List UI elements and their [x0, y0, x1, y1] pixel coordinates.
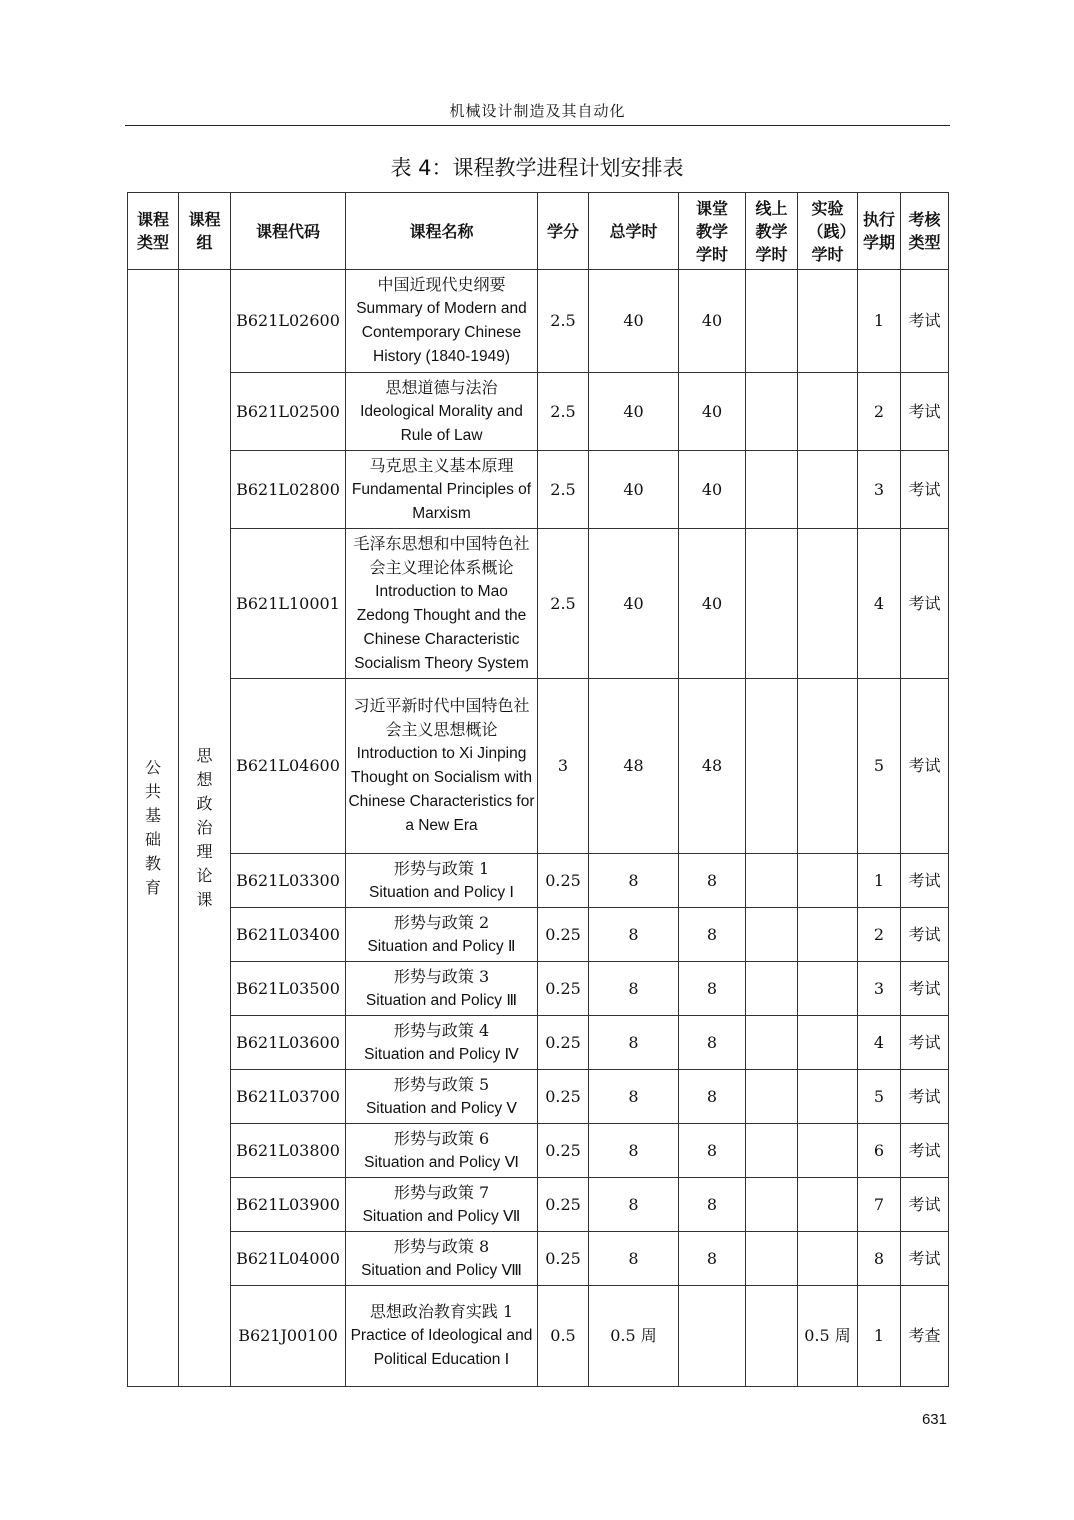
table-row — [128, 679, 949, 854]
online-hours-cell — [746, 373, 798, 451]
semester-cell: 4 — [858, 1016, 901, 1070]
credits-cell: 0.25 — [538, 1232, 589, 1286]
course-name-en: Introduction to Mao Zedong Thought and the Chinese Characteristic Socialism Theory System — [354, 582, 529, 672]
course-name-cell — [346, 529, 538, 679]
course-name-en: Situation and Policy Ⅰ — [368, 883, 515, 901]
lab-hours-cell — [798, 854, 858, 908]
course-name-en: Summary of Modern and Contemporary Chinese History (1840-1949) — [356, 300, 527, 365]
semester-cell: 8 — [858, 1232, 901, 1286]
total-hours-cell: 8 — [589, 962, 679, 1016]
online-hours-cell — [746, 1286, 798, 1387]
course-code-cell: B621L03900 — [231, 1178, 346, 1232]
col-header-semester: 执行学期 — [858, 193, 901, 270]
online-hours-cell — [746, 908, 798, 962]
class-hours-cell: 40 — [679, 529, 746, 679]
class-hours-cell: 8 — [679, 1178, 746, 1232]
table-row — [128, 1178, 949, 1232]
class-hours-cell: 8 — [679, 1232, 746, 1286]
semester-cell: 1 — [858, 1286, 901, 1387]
course-name-zh: 中国近现代史纲要 — [377, 275, 506, 294]
credits-cell: 0.25 — [538, 1178, 589, 1232]
class-hours-cell: 48 — [679, 679, 746, 854]
course-code-cell: B621L03600 — [231, 1016, 346, 1070]
course-code-cell: B621L03800 — [231, 1124, 346, 1178]
lab-hours-cell — [798, 962, 858, 1016]
table-row — [128, 962, 949, 1016]
total-hours-cell: 8 — [589, 1070, 679, 1124]
course-code-cell: B621L02600 — [231, 270, 346, 373]
exam-type-cell: 考试 — [901, 451, 949, 529]
course-code-cell: B621L03300 — [231, 854, 346, 908]
class-hours-cell: 40 — [679, 270, 746, 373]
course-name-en: Situation and Policy Ⅱ — [367, 937, 516, 955]
table-row — [128, 529, 949, 679]
col-header-total-hours: 总学时 — [589, 193, 679, 270]
col-header-code: 课程代码 — [231, 193, 346, 270]
course-name-en: Introduction to Xi Jinping Thought on Socialism with Chinese Characteristics for a New Era — [348, 745, 535, 834]
online-hours-cell — [746, 451, 798, 529]
course-name-cell — [346, 1016, 538, 1070]
course-name-zh: 形势与政策 5 — [393, 1074, 490, 1094]
semester-cell: 3 — [858, 962, 901, 1016]
exam-type-cell: 考试 — [901, 529, 949, 679]
table-row — [128, 1124, 949, 1178]
total-hours-cell: 8 — [589, 854, 679, 908]
lab-hours-cell — [798, 529, 858, 679]
course-name-cell — [346, 1286, 538, 1387]
course-name-cell — [346, 373, 538, 451]
lab-hours-cell — [798, 270, 858, 373]
course-name-zh: 形势与政策 2 — [393, 912, 490, 932]
online-hours-cell — [746, 1178, 798, 1232]
col-header-lab-hours: 实验（践）学时 — [798, 193, 858, 270]
lab-hours-cell — [798, 1124, 858, 1178]
course-name-zh: 习近平新时代中国特色社会主义思想概论 — [353, 696, 530, 739]
course-name-cell — [346, 679, 538, 854]
semester-cell: 6 — [858, 1124, 901, 1178]
course-code-cell: B621L03400 — [231, 908, 346, 962]
total-hours-cell: 8 — [589, 1016, 679, 1070]
lab-hours-cell — [798, 1070, 858, 1124]
class-hours-cell: 8 — [679, 1124, 746, 1178]
exam-type-cell: 考试 — [901, 962, 949, 1016]
class-hours-cell: 40 — [679, 451, 746, 529]
semester-cell: 3 — [858, 451, 901, 529]
semester-cell: 4 — [858, 529, 901, 679]
course-name-zh: 马克思主义基本原理 — [369, 455, 514, 475]
course-name-en: Situation and Policy Ⅴ — [365, 1099, 518, 1117]
course-name-cell — [346, 1124, 538, 1178]
online-hours-cell — [746, 962, 798, 1016]
lab-hours-cell — [798, 1016, 858, 1070]
credits-cell: 0.25 — [538, 854, 589, 908]
exam-type-cell: 考试 — [901, 1232, 949, 1286]
col-header-group: 课程组 — [179, 193, 231, 270]
table-row — [128, 373, 949, 451]
credits-cell: 2.5 — [538, 451, 589, 529]
exam-type-cell: 考试 — [901, 854, 949, 908]
table-row — [128, 1070, 949, 1124]
exam-type-cell: 考试 — [901, 1016, 949, 1070]
course-code-cell: B621L03500 — [231, 962, 346, 1016]
table-row — [128, 908, 949, 962]
exam-type-cell: 考查 — [901, 1286, 949, 1387]
table-row — [128, 1286, 949, 1387]
course-name-en: Ideological Morality and Rule of Law — [360, 402, 523, 444]
table-row — [128, 854, 949, 908]
lab-hours-cell — [798, 908, 858, 962]
table-title: 表 4：课程教学进程计划安排表 — [390, 156, 684, 180]
course-name-zh: 形势与政策 8 — [393, 1236, 490, 1256]
total-hours-cell: 8 — [589, 1178, 679, 1232]
lab-hours-cell — [798, 373, 858, 451]
online-hours-cell — [746, 270, 798, 373]
course-name-zh: 形势与政策 4 — [393, 1020, 490, 1040]
course-name-zh: 形势与政策 3 — [393, 966, 490, 986]
course-code-cell: B621L02800 — [231, 451, 346, 529]
online-hours-cell — [746, 1232, 798, 1286]
exam-type-cell: 考试 — [901, 1070, 949, 1124]
total-hours-cell: 40 — [589, 373, 679, 451]
course-name-zh: 形势与政策 7 — [393, 1182, 490, 1202]
credits-cell: 0.25 — [538, 1124, 589, 1178]
course-name-zh: 思想政治教育实践 1 — [369, 1302, 514, 1321]
credits-cell: 0.25 — [538, 908, 589, 962]
course-group-cell: 思想政治理论课 — [179, 270, 231, 1387]
course-name-cell — [346, 854, 538, 908]
col-header-class-hours: 课堂教学学时 — [679, 193, 746, 270]
course-name-en: Situation and Policy Ⅳ — [364, 1045, 519, 1063]
course-code-cell: B621L04000 — [231, 1232, 346, 1286]
course-name-cell — [346, 1178, 538, 1232]
total-hours-cell: 40 — [589, 270, 679, 373]
credits-cell: 2.5 — [538, 373, 589, 451]
class-hours-cell: 8 — [679, 962, 746, 1016]
table-body — [128, 270, 949, 1387]
course-name-en: Situation and Policy Ⅶ — [362, 1207, 521, 1225]
course-name-cell — [346, 1232, 538, 1286]
lab-hours-cell — [798, 1178, 858, 1232]
credits-cell: 2.5 — [538, 270, 589, 373]
course-code-cell: B621L02500 — [231, 373, 346, 451]
total-hours-cell: 40 — [589, 529, 679, 679]
credits-cell: 3 — [538, 679, 589, 854]
col-header-name: 课程名称 — [346, 193, 538, 270]
total-hours-cell: 8 — [589, 1124, 679, 1178]
online-hours-cell — [746, 1070, 798, 1124]
class-hours-cell: 8 — [679, 854, 746, 908]
credits-cell: 2.5 — [538, 529, 589, 679]
credits-cell: 0.25 — [538, 962, 589, 1016]
course-type-cell: 公共基础教育 — [128, 270, 179, 1387]
class-hours-cell: 40 — [679, 373, 746, 451]
semester-cell: 2 — [858, 908, 901, 962]
course-name-zh: 形势与政策 1 — [393, 858, 490, 878]
class-hours-cell: 8 — [679, 908, 746, 962]
semester-cell: 5 — [858, 679, 901, 854]
online-hours-cell — [746, 1124, 798, 1178]
semester-cell: 1 — [858, 854, 901, 908]
course-code-cell: B621L10001 — [231, 529, 346, 679]
online-hours-cell — [746, 1016, 798, 1070]
course-name-cell — [346, 270, 538, 373]
online-hours-cell — [746, 854, 798, 908]
total-hours-cell: 40 — [589, 451, 679, 529]
col-header-exam-type: 考核类型 — [901, 193, 949, 270]
exam-type-cell: 考试 — [901, 1124, 949, 1178]
credits-cell: 0.5 — [538, 1286, 589, 1387]
table-row — [128, 270, 949, 373]
running-header: 机械设计制造及其自动化 — [449, 102, 626, 120]
course-name-en: Practice of Ideological and Political Education Ⅰ — [350, 1327, 533, 1368]
semester-cell: 2 — [858, 373, 901, 451]
page-number: 631 — [921, 1411, 947, 1428]
course-name-cell — [346, 962, 538, 1016]
class-hours-cell: 8 — [679, 1016, 746, 1070]
exam-type-cell: 考试 — [901, 679, 949, 854]
lab-hours-cell — [798, 679, 858, 854]
exam-type-cell: 考试 — [901, 908, 949, 962]
total-hours-cell: 8 — [589, 908, 679, 962]
course-name-zh: 形势与政策 6 — [393, 1128, 490, 1148]
course-name-en: Situation and Policy Ⅲ — [365, 991, 518, 1009]
header-rule — [125, 125, 950, 126]
table-row — [128, 1232, 949, 1286]
total-hours-cell: 48 — [589, 679, 679, 854]
total-hours-cell: 8 — [589, 1232, 679, 1286]
course-name-zh: 思想道德与法治 — [385, 377, 498, 397]
course-name-en: Situation and Policy Ⅷ — [361, 1261, 522, 1279]
col-header-credits: 学分 — [538, 193, 589, 270]
exam-type-cell: 考试 — [901, 270, 949, 373]
course-name-zh: 毛泽东思想和中国特色社会主义理论体系概论 — [353, 533, 530, 577]
col-header-online-hours: 线上教学学时 — [746, 193, 798, 270]
lab-hours-cell — [798, 1232, 858, 1286]
course-plan-table — [127, 192, 949, 1387]
course-name-en: Fundamental Principles of Marxism — [351, 480, 532, 522]
semester-cell: 1 — [858, 270, 901, 373]
lab-hours-cell: 0.5 周 — [798, 1286, 858, 1387]
course-name-cell — [346, 451, 538, 529]
credits-cell: 0.25 — [538, 1016, 589, 1070]
course-code-cell: B621J00100 — [231, 1286, 346, 1387]
class-hours-cell — [679, 1286, 746, 1387]
course-code-cell: B621L04600 — [231, 679, 346, 854]
class-hours-cell: 8 — [679, 1070, 746, 1124]
total-hours-cell: 0.5 周 — [589, 1286, 679, 1387]
online-hours-cell — [746, 529, 798, 679]
col-header-type: 课程类型 — [128, 193, 179, 270]
exam-type-cell: 考试 — [901, 373, 949, 451]
table-header-row — [128, 193, 949, 270]
course-code-cell: B621L03700 — [231, 1070, 346, 1124]
table-row — [128, 1016, 949, 1070]
lab-hours-cell — [798, 451, 858, 529]
credits-cell: 0.25 — [538, 1070, 589, 1124]
course-name-cell — [346, 1070, 538, 1124]
table-row — [128, 451, 949, 529]
exam-type-cell: 考试 — [901, 1178, 949, 1232]
semester-cell: 5 — [858, 1070, 901, 1124]
course-name-en: Situation and Policy Ⅵ — [364, 1153, 519, 1171]
online-hours-cell — [746, 679, 798, 854]
semester-cell: 7 — [858, 1178, 901, 1232]
course-name-cell — [346, 908, 538, 962]
